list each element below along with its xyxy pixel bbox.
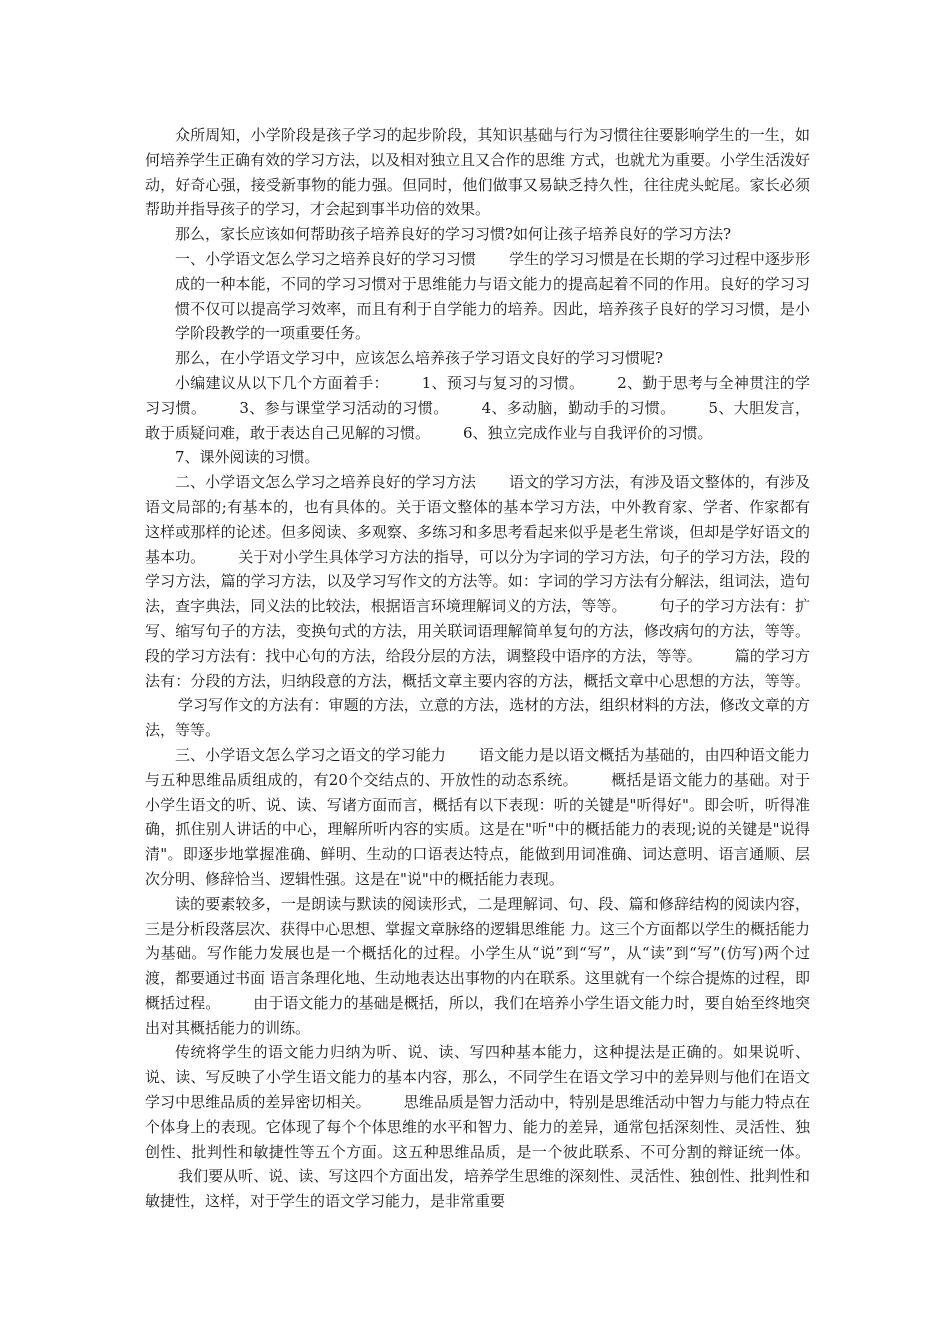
method-guidance-text: 关于对小学生具体学习方法的指导，可以分为字词的学习方法，句子的学习方法，段的学习方法，篇的学习方法，以及学习写作文的方法等。如：字词的学习方法有分解法，组词法，造句法，查字典法，同义法的比较法，根据语言环境理解词义的方法，等等。: [145, 547, 810, 616]
paragraph-tradition: [145, 1040, 810, 1214]
paragraph-suggestions: [145, 371, 810, 445]
reading-text: 读的要素较多，一是朗读与默读的阅读形式，二是理解词、句、段、篇和修辞结构的阅读内容，三是分析段落层次、获得中心思想、掌握文章脉络的逻辑思维能 力。这三个方面都以学生的概括能力为基础。写作能力发展也是一个概括化的过程。小学生从“说”到“写”，从“读”到“写”(仿写)两个过渡，都要通过书面 语言条理化地、生动地表达出事物的内在联系。这里就有一个综合提炼的过程，即概括过程。: [145, 894, 810, 1012]
paragraph-question: [145, 222, 810, 247]
list-item: 5、大胆发言，敢于质疑问难，敢于表达自己见解的习惯。: [145, 398, 810, 442]
thinking-quality-text: 思维品质是智力活动中，特别是思维活动中智力与能力特点在个体身上的表现。它体现了每个个体思维的水平和智力、能力的差异，通常包括深刻性、灵活性、独创性、批判性和敏捷性等五个方面。这五种思维品质，是一个彼此联系、不可分割的辩证统一体。: [145, 1093, 810, 1161]
habit-question-text: 那么，在小学语文学习中，应该怎么培养孩子学习语文良好的学习习惯呢?: [175, 349, 664, 368]
section-three-heading: 三、小学语文怎么学习之语文的学习能力: [175, 745, 446, 764]
paragraph-section-two: [145, 470, 810, 743]
list-item: 3、参与课堂学习活动的习惯。: [239, 398, 449, 417]
list-item: 7、课外阅读的习惯。: [175, 448, 320, 467]
list-item: 4、多动脑，勤动手的习惯。: [481, 398, 676, 417]
paragraph-reading: [145, 892, 810, 1041]
writing-method-text: 学习写作文的方法有：审题的方法，立意的方法，选材的方法，组织材料的方法，修改文章的方法，等等。: [145, 696, 810, 740]
paragraph-intro: [145, 123, 810, 222]
closing-text: 我们要从听、说、读、写这四个方面出发，培养学生思维的深刻性、灵活性、独创性、批判性和敏捷性，这样，对于学生的语文学习能力，是非常重要: [145, 1167, 810, 1211]
document-body: [145, 123, 810, 1214]
question-text: 那么，家长应该如何帮助孩子培养良好的学习习惯?如何让孩子培养良好的学习方法?: [175, 225, 732, 244]
section-one-heading: 一、小学语文怎么学习之培养良好的学习习惯: [175, 249, 476, 268]
list-item: 1、预习与复习的习惯。: [421, 373, 585, 392]
section-two-heading: 二、小学语文怎么学习之培养良好的学习方法: [175, 473, 476, 492]
tradition-text: 传统将学生的语文能力归纳为听、说、读、写四种基本能力，这种提法是正确的。如果说听、说、读、写反映了小学生语文能力的基本内容，那么，不同学生在语文学习中的差异则与他们在语文学习中思维品质的差异密切相关。: [145, 1043, 810, 1112]
section-three-text: 语文能力是以语文概括为基础的，由四种语文能力与五种思维品质组成的，有20个交结点的、开放性的动态系统。: [145, 745, 810, 789]
training-text: 由于语文能力的基础是概括，所以，我们在培养小学生语文能力时，要自始至终地突出对其概括能力的训练。: [145, 993, 810, 1037]
paragraph-section-one: [145, 247, 810, 346]
generalization-text: 概括是语文能力的基础。对于小学生语文的听、说、读、写诸方面而言，概括有以下表现：听的关键是"听得好"。即会听，听得准确，抓住别人讲话的中心，理解所听内容的实质。这是在"听"中的概括能力的表现;说的关键是"说得清"。即逐步地掌握准确、鲜明、生动的口语表达特点，能做到用词准确、词达意明、语言通顺、层次分明、修辞恰当、逻辑性强。这是在"说"中的概括能力表现。: [145, 770, 810, 888]
paragraph-reading-habit: [145, 445, 810, 470]
article-method-text: 篇的学习方法有：分段的方法，归纳段意的方法，概括文章主要内容的方法，概括文章中心思想的方法，等等。: [145, 646, 810, 690]
sentence-method-text: 句子的学习方法有：扩写、缩写句子的方法，变换句式的方法，用关联词语理解简单复句的方法，修改病句的方法，等等。段的学习方法有：找中心句的方法，给段分层的方法，调整段中语序的方法，等等。: [145, 597, 810, 665]
suggestions-lead: 小编建议从以下几个方面着手：: [175, 373, 389, 392]
paragraph-section-three: [145, 743, 810, 892]
section-two-text: 语文的学习方法，有涉及语文整体的，有涉及语文局部的;有基本的，也有具体的。关于语文整体的基本学习方法，中外教育家、学者、作家都有这样或那样的论述。但多阅读、多观察、多练习和多思考看起来似乎是老生常谈，但却是学好语文的基本功。: [145, 473, 810, 566]
section-one-text: 学生的学习习惯是在长期的学习过程中逐步形成的一种本能，不同的学习习惯对于思维能力与语文能力的提高起着不同的作用。良好的学习习惯不仅可以提高学习效率，而且有利于自学能力的培养。因此，培养孩子良好的学习习惯，是小学阶段教学的一项重要任务。: [175, 249, 810, 343]
list-item: 2、勤于思考与全神贯注的学习习惯。: [145, 373, 811, 417]
intro-text: 众所周知，小学阶段是孩子学习的起步阶段，其知识基础与行为习惯往往要影响学生的一生，如何培养学生正确有效的学习方法，以及相对独立且又合作的思维 方式，也就尤为重要。小学生活泼好动，好奇心强，接受新事物的能力强。但同时，他们做事又易缺乏持久性，往往虎头蛇尾。家长必须帮助并指导孩子的学习，才会起到事半功倍的效果。: [145, 126, 810, 219]
paragraph-habit-question: [145, 346, 810, 371]
list-item: 6、独立完成作业与自我评价的习惯。: [463, 423, 713, 442]
